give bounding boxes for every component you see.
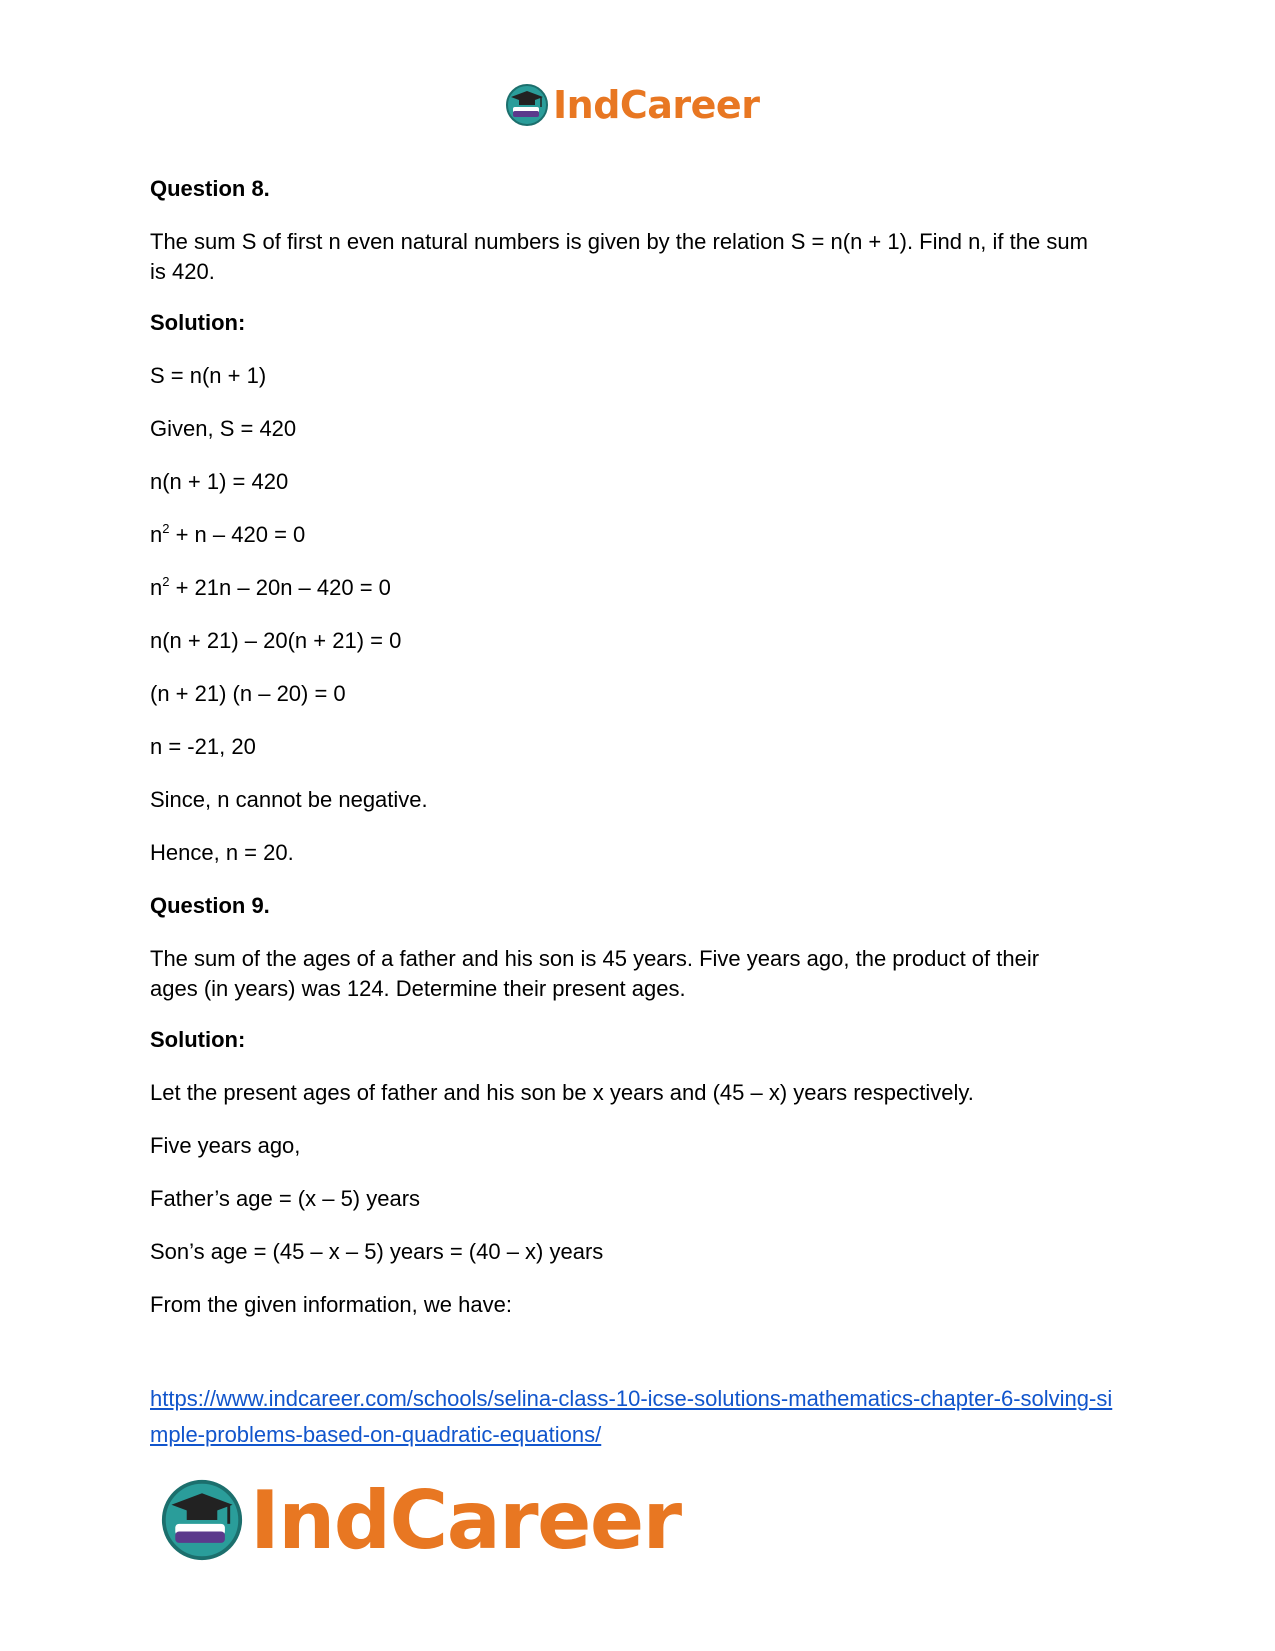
header-logo — [505, 80, 759, 130]
term: n — [150, 522, 163, 547]
graduation-book-icon — [160, 1478, 244, 1562]
question-9-heading: Question 9. — [150, 893, 270, 918]
solution-step: Five years ago, — [150, 1133, 301, 1158]
solution-step: n(n + 21) – 20(n + 21) = 0 — [150, 628, 402, 653]
graduation-book-icon — [505, 83, 549, 127]
solution-step: Since, n cannot be negative. — [150, 787, 428, 812]
solution-label: Solution: — [150, 1027, 246, 1052]
question-9-text: The sum of the ages of a father and his son is 45 years. Five years ago, the product of their ages (in years) was 124. Determine their present ages. — [150, 946, 1040, 1001]
exponent: 2 — [162, 574, 170, 589]
logo-wordmark: IndCareer — [553, 83, 760, 127]
solution-step: n(n + 1) = 420 — [150, 469, 289, 494]
term: + n – 420 = 0 — [169, 522, 306, 547]
solution-step: Father’s age = (x – 5) years — [150, 1186, 421, 1211]
question-8-heading: Question 8. — [150, 176, 270, 201]
source-link[interactable]: https://www.indcareer.com/schools/selina-class-10-icse-solutions-mathematics-chapter-6-solving-simple-problems-based-on-quadratic-equations/ — [150, 1386, 1113, 1447]
term: n — [150, 575, 163, 600]
solution-step: Given, S = 420 — [150, 416, 297, 441]
solution-step: S = n(n + 1) — [150, 363, 267, 388]
solution-step: From the given information, we have: — [150, 1292, 512, 1317]
solution-step: n = -21, 20 — [150, 734, 256, 759]
term: + 21n – 20n – 420 = 0 — [169, 575, 391, 600]
solution-step: Let the present ages of father and his son be x years and (45 – x) years respectively. — [150, 1080, 974, 1105]
solution-step-equation — [150, 573, 391, 603]
solution-step-equation — [150, 520, 305, 550]
question-8-text: The sum S of first n even natural numbers is given by the relation S = n(n + 1). Find n, if the sum is 420. — [150, 229, 1088, 284]
logo-wordmark: IndCareer — [250, 1473, 681, 1567]
solution-step: Son’s age = (45 – x – 5) years = (40 – x) years — [150, 1239, 604, 1264]
solution-label: Solution: — [150, 310, 246, 335]
solution-step: Hence, n = 20. — [150, 840, 294, 865]
footer-logo — [160, 1470, 681, 1570]
exponent: 2 — [162, 521, 170, 536]
solution-step: (n + 21) (n – 20) = 0 — [150, 681, 346, 706]
